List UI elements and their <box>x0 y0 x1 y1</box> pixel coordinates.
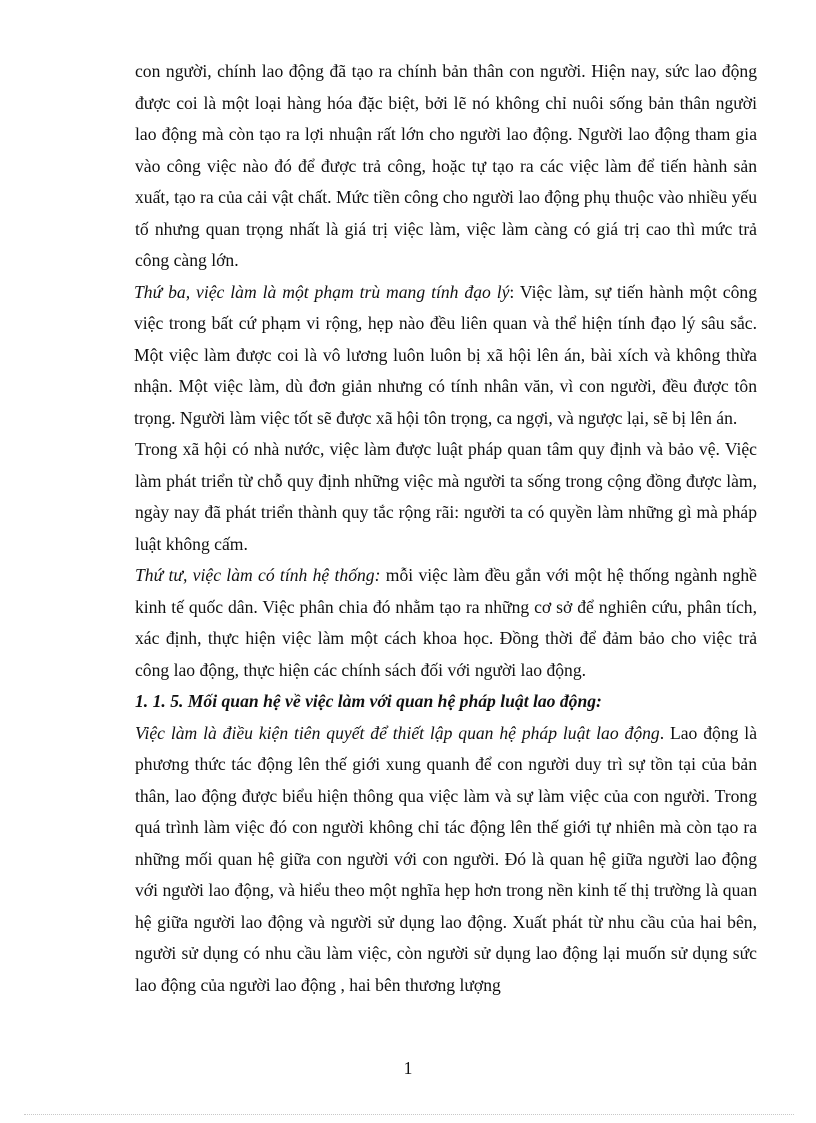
paragraph-5-italic-lead: Việc làm là điều kiện tiên quyết để thiết lập quan hệ pháp luật lao động <box>135 722 660 743</box>
section-heading: 1. 1. 5. Mối quan hệ về việc làm với quan hệ pháp luật lao động: <box>135 691 602 711</box>
paragraph-3 <box>135 434 757 560</box>
paragraph-4 <box>135 560 757 686</box>
paragraph-5-text: . Lao động là phương thức tác động lên thế giới xung quanh để con người duy trì sự tồn tại của bản thân, lao động được biểu hiện thông qua việc làm và sự làm việc của con người. Trong quá trình làm việc đó con người không chỉ tác động lên thế giới tự nhiên mà còn tạo ra những mối quan hệ giữa con người với con người. Đó là quan hệ giữa người lao động với người lao động, và hiểu theo một nghĩa hẹp hơn trong nền kinh tế thị trường là quan hệ giữa người lao động và người sử dụng lao động. Xuất phát từ nhu cầu của hai bên, người sử dụng có nhu cầu làm việc, còn người sử dụng lao động lại muốn sử dụng sức lao động của người lao động , hai bên thương lượng <box>135 722 758 995</box>
paragraph-4-italic-lead: Thứ tư, việc làm có tính hệ thống: <box>135 565 381 585</box>
document-body <box>135 56 757 1001</box>
paragraph-5 <box>135 718 757 1002</box>
paragraph-1-text: con người, chính lao động đã tạo ra chính bản thân con người. Hiện nay, sức lao động được coi là một loại hàng hóa đặc biệt, bởi lẽ nó không chỉ nuôi sống bản thân người lao động mà còn tạo ra lợi nhuận rất lớn cho người lao động. Người lao động tham gia vào công việc nào đó để được trả công, hoặc tự tạo ra các việc làm để tiến hành sản xuất, tạo ra của cải vật chất. Mức tiền công cho người lao động phụ thuộc vào nhiều yếu tố nhưng quan trọng nhất là giá trị việc làm, việc làm càng có giá trị cao thì mức trả công càng lớn. <box>135 61 757 270</box>
paragraph-4-text: mỗi việc làm đều gắn với một hệ thống ngành nghề kinh tế quốc dân. Việc phân chia đó nhằm tạo ra những cơ sở để nghiên cứu, phân tích, xác định, thực hiện việc làm một cách khoa học. Đồng thời để đảm bảo cho việc trả công lao động, thực hiện các chính sách đối với người lao động. <box>135 565 757 680</box>
paragraph-2 <box>134 277 757 435</box>
page-number: 1 <box>403 1058 413 1078</box>
paragraph-1 <box>135 56 757 277</box>
page-bottom-divider <box>24 1114 794 1115</box>
paragraph-2-italic-lead: Thứ ba, việc làm là một phạm trù mang tính đạo lý <box>134 281 510 302</box>
paragraph-3-text: Trong xã hội có nhà nước, việc làm được luật pháp quan tâm quy định và bảo vệ. Việc làm phát triển từ chỗ quy định những việc mà người ta sống trong cộng đồng được làm, ngày nay đã phát triển thành quy tắc rộng rãi: người ta có quyền làm những gì mà pháp luật không cấm. <box>135 439 757 554</box>
paragraph-2-text: : Việc làm, sự tiến hành một công việc trong bất cứ phạm vi rộng, hẹp nào đều liên quan và thể hiện tính đạo lý sâu sắc. Một việc làm được coi là vô lương luôn luôn bị xã hội lên án, bài xích và không thừa nhận. Một việc làm, dù đơn giản nhưng có tính nhân văn, vì con người, đều được tôn trọng. Người làm việc tốt sẽ được xã hội tôn trọng, ca ngợi, và ngược lại, sẽ bị lên án. <box>134 281 758 428</box>
